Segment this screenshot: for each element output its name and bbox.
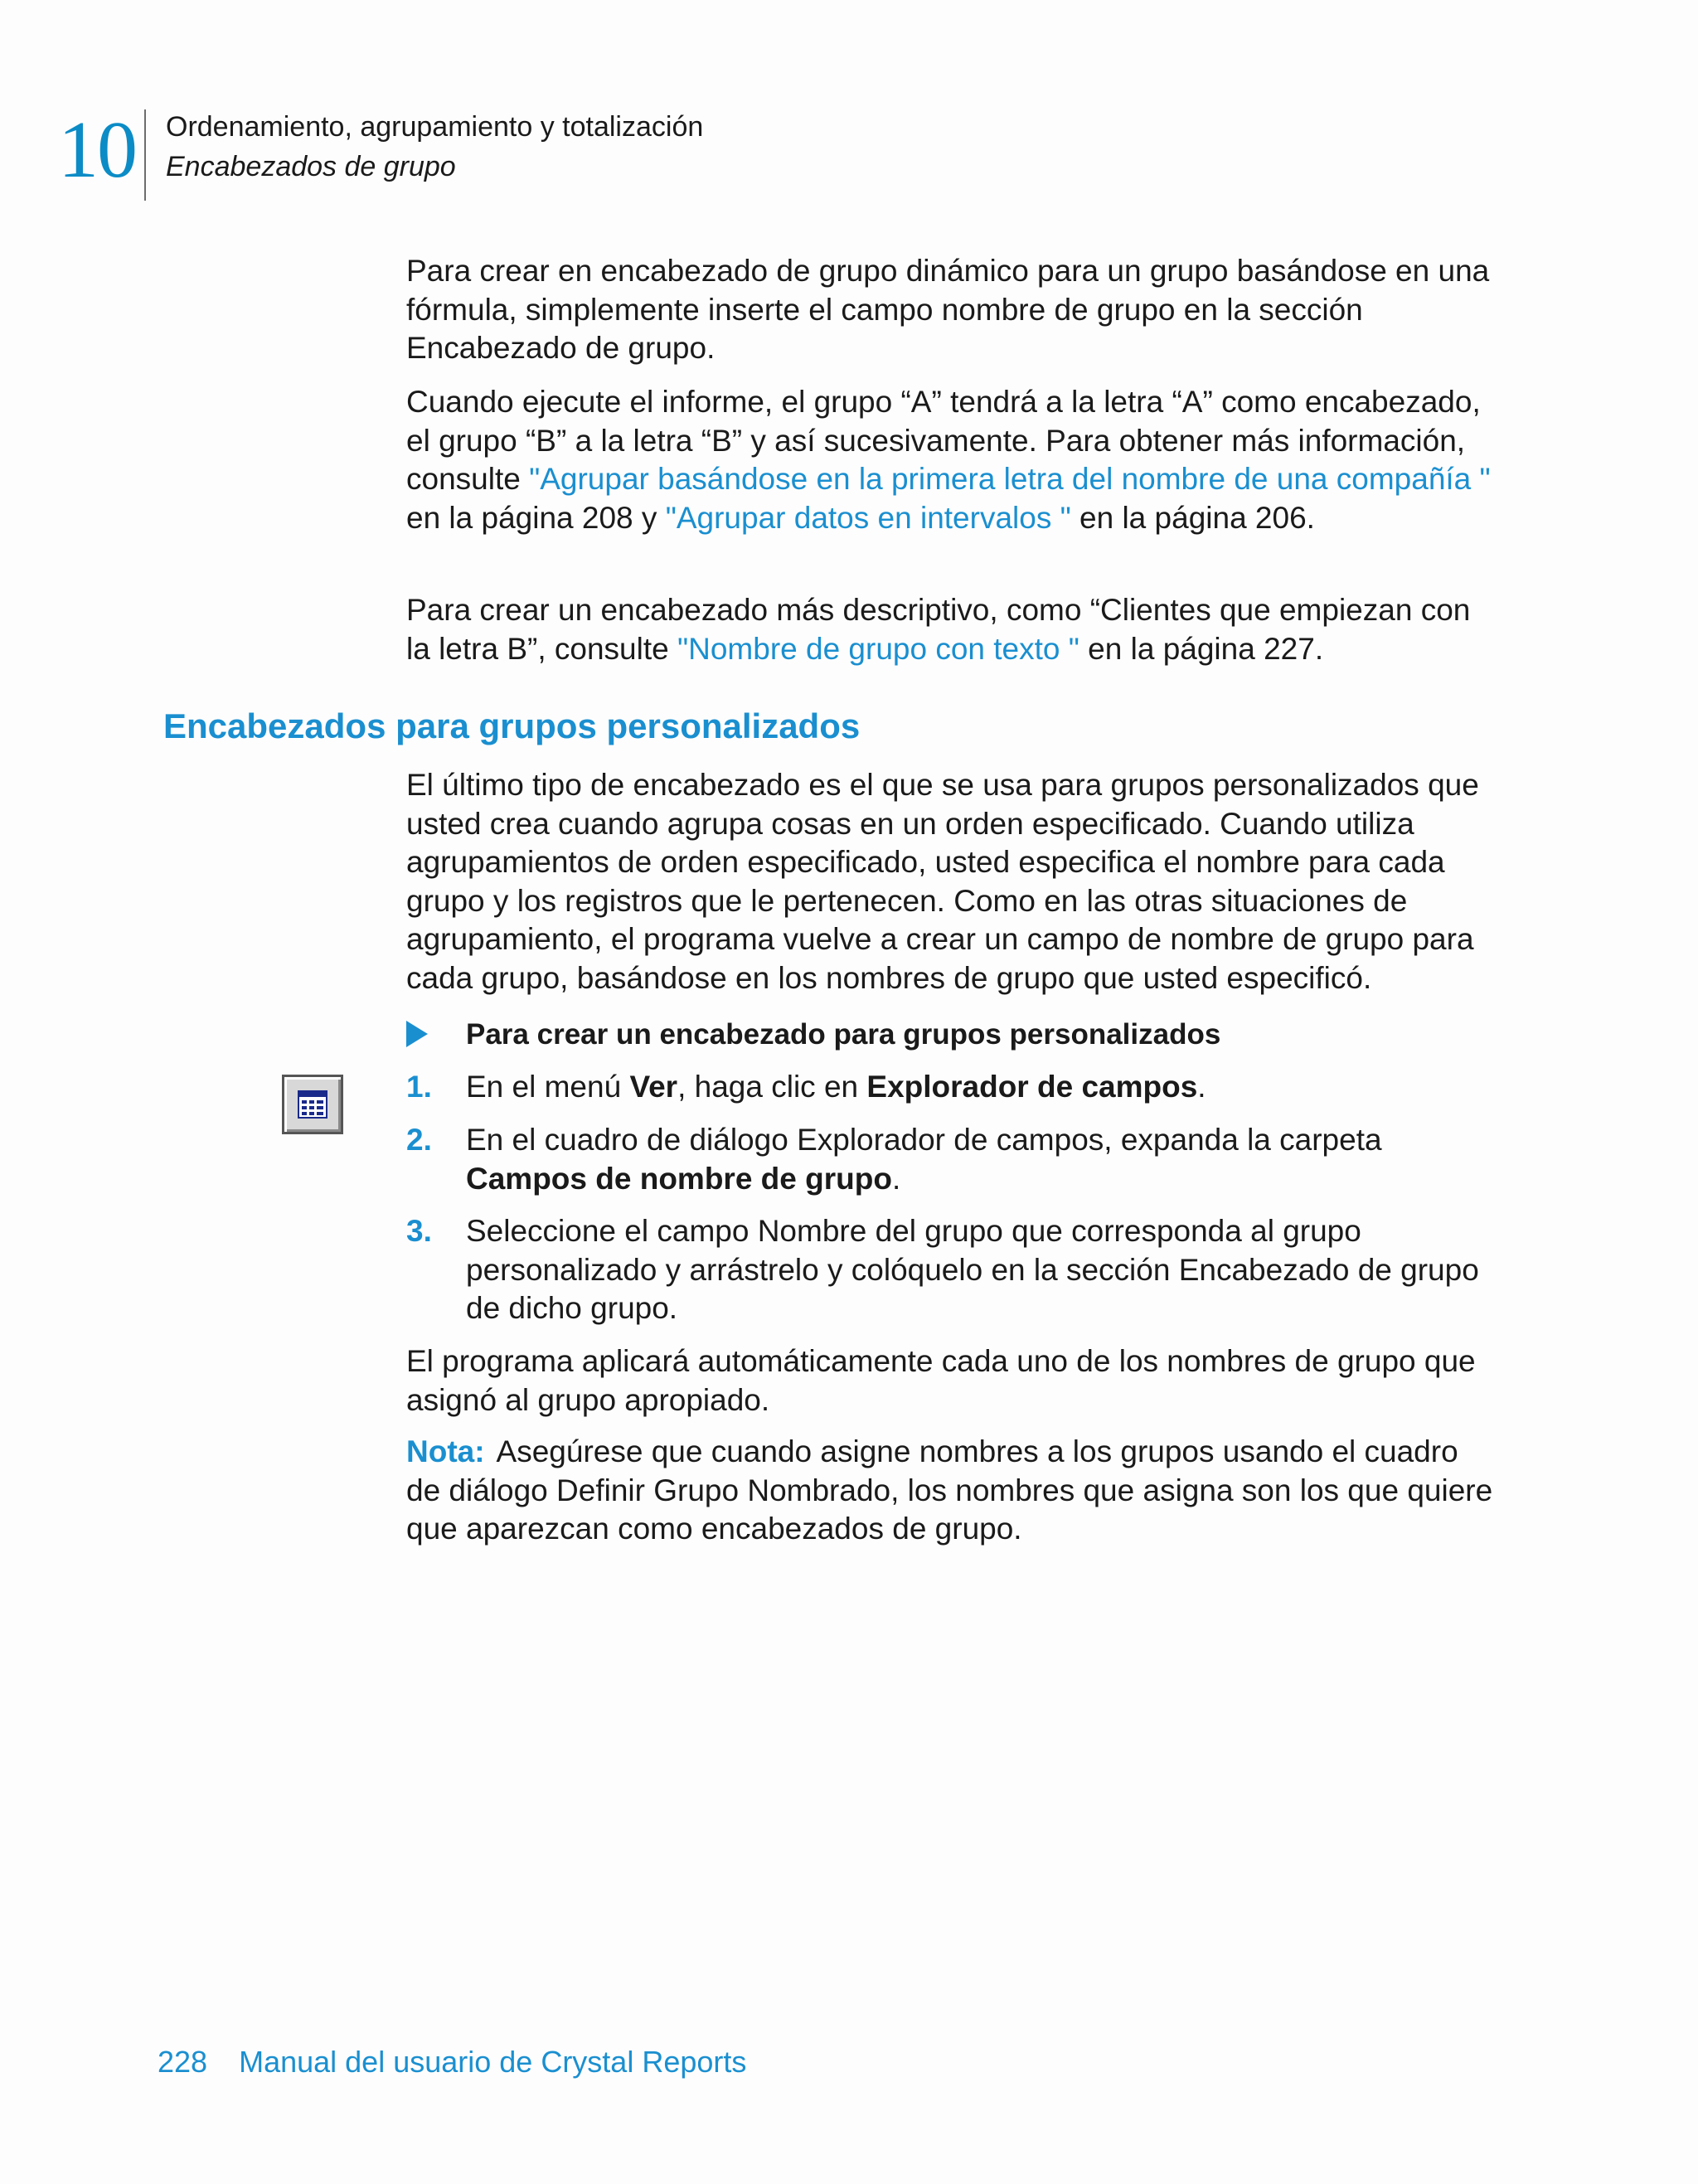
paragraph-text: El último tipo de encabezado es el que se usa para grupos personalizados que usted crea cuando agrupa cosas en un orden especificado. Cuando utiliza agrupamientos de orden especificado, usted especifica el nombre para cada grupo y los registros que le pertenecen. Como en las otras situaciones de agrupamiento, el programa vuelve a crear un campo de nombre de grupo para cada grupo, basándose en los nombres de grupo que usted especificó. xyxy=(406,768,1479,995)
paragraph-custom-groups xyxy=(406,766,1501,997)
folder-name: Campos de nombre de grupo xyxy=(466,1161,892,1196)
paragraph-text: El programa aplicará automáticamente cada uno de los nombres de grupo que asignó al grupo apropiado. xyxy=(406,1344,1476,1417)
step-2 xyxy=(406,1121,1501,1198)
step-number: 3. xyxy=(406,1214,432,1248)
step-number: 1. xyxy=(406,1070,432,1104)
page-number: 228 xyxy=(158,2045,208,2079)
header-divider xyxy=(144,109,146,201)
paragraph-result xyxy=(406,1342,1501,1420)
step-text: , haga clic en xyxy=(677,1070,867,1104)
note xyxy=(406,1433,1501,1549)
section-heading: Encabezados para grupos personalizados xyxy=(163,706,861,745)
link-nombre-grupo-texto[interactable]: "Nombre de grupo con texto " xyxy=(677,631,1079,666)
page-footer xyxy=(158,2045,746,2080)
step-text: En el cuadro de diálogo Explorador de campos, expanda la carpeta xyxy=(466,1123,1382,1157)
step-text: En el menú xyxy=(466,1070,630,1104)
step-text: Seleccione el campo Nombre del grupo que corresponda al grupo personalizado y arrástrelo y colóquelo en la sección Encabezado de grupo de dicho grupo. xyxy=(466,1214,1479,1325)
link-intervalos[interactable]: "Agrupar datos en intervalos " xyxy=(665,500,1071,535)
link-primera-letra[interactable]: "Agrupar basándose en la primera letra del nombre de una compañía " xyxy=(529,462,1491,496)
paragraph-dynamic-header xyxy=(406,252,1501,368)
triangle-right-icon xyxy=(406,1021,428,1047)
procedure-title xyxy=(406,1018,1220,1051)
menu-ver: Ver xyxy=(629,1070,678,1104)
paragraph-text: Para crear un encabezado más descriptivo, como “Clientes que empiezan con la letra B”, consulte xyxy=(406,593,1471,666)
paragraph-text: Cuando ejecute el informe, el grupo “A” tendrá a la letra “A” como encabezado, el grupo “B” a la letra “B” y así sucesivamente. Para obtener más información, consulte xyxy=(406,385,1481,496)
paragraph-execution xyxy=(406,383,1501,537)
procedure-title-text: Para crear un encabezado para grupos personalizados xyxy=(466,1018,1221,1051)
field-explorer-icon xyxy=(282,1075,343,1134)
step-1 xyxy=(406,1068,1501,1107)
step-text: . xyxy=(891,1161,901,1196)
step-text: . xyxy=(1197,1070,1206,1104)
paragraph-text: Para crear en encabezado de grupo dinámico para un grupo basándose en una fórmula, simplemente inserte el campo nombre de grupo en la sección Encabezado de grupo. xyxy=(406,254,1490,365)
chapter-number: 10 xyxy=(58,105,136,195)
menu-item-explorador: Explorador de campos xyxy=(866,1070,1198,1104)
section-title: Encabezados de grupo xyxy=(166,151,456,182)
note-text: Asegúrese que cuando asigne nombres a los grupos usando el cuadro de diálogo Definir Grupo Nombrado, los nombres que asigna son los que quiere que aparezcan como encabezados de grupo. xyxy=(406,1434,1493,1546)
chapter-title: Ordenamiento, agrupamiento y totalización xyxy=(166,111,704,143)
step-number: 2. xyxy=(406,1123,432,1157)
step-3 xyxy=(406,1212,1501,1328)
paragraph-descriptive xyxy=(406,591,1501,668)
paragraph-text: en la página 227. xyxy=(1079,631,1324,666)
paragraph-text: en la página 206. xyxy=(1070,500,1315,535)
note-label: Nota: xyxy=(406,1434,485,1468)
manual-title: Manual del usuario de Crystal Reports xyxy=(239,2045,747,2079)
paragraph-text: en la página 208 y xyxy=(406,500,666,535)
